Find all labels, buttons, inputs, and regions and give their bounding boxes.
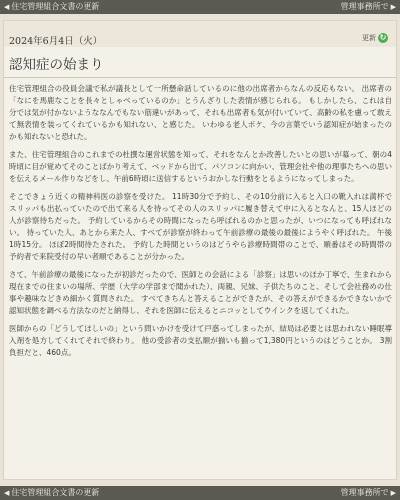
paragraph: 住宅管理組合の役員会議で私が議長として一所懸命話しているのに他の出席者からなんの反応もない。 出席者の「なにを馬鹿なことを長々としゃべっているのか」とうんざりした表情が感じられる。 もしかしたら、これは自分では気が付かないようななんでもない筋違いがあって、それも出席者も気が付いていて、高齢の私を慮って敢えて無表情を装ってくれているかも知れない、と感じた。 いわゆる老人ボケ、今の言葉でいう認知症が始まったのかも知れないと恐れた。 — [9, 84, 392, 141]
next-post-title: 管理事務所で — [340, 488, 389, 497]
update-label: 更新 — [362, 34, 376, 42]
next-post-link[interactable] — [341, 0, 396, 14]
top-nav-bar — [0, 0, 400, 14]
post-date-row — [4, 21, 396, 47]
post-title: 認知症の始まり — [9, 57, 104, 73]
triangle-left-icon: ◀ — [4, 3, 10, 11]
triangle-right-icon: ▶ — [390, 489, 396, 497]
triangle-left-icon: ◀ — [4, 489, 10, 497]
next-post-link-bottom[interactable] — [341, 486, 396, 500]
post-body — [9, 83, 392, 365]
paragraph: また、住宅管理組合のこれまでの杜撰な運営状態を知って、それをなんとか改善したいとの思いが募って、朝の4時頃に目が覚めてそのことばかり考えて、ベッドから出て、パソコンに向かい、管理会社や他の理事たちへの思いを伝えるメール作りなどをし、午前6時頃に送信するというおかしな行動をとるようになってしまった。 — [9, 150, 392, 183]
update-button[interactable] — [362, 33, 388, 43]
prev-post-title: 住宅管理組合文書の更新 — [11, 488, 100, 497]
paragraph: そこできょう近くの精神科医の診察を受けた。 11時30分で予約し、その10分前に入ると入口の靴入れは満杯でスリッパも出払っていたので出て来る人を待ってその人のスリッパに履き替えて中に入るとなんと、15人ほどの人が診察待ちだった。 予約しているからその時間になったら呼ばれるのかと思ったが、いつになっても呼ばれない。 待っていた人、あとから来た人、すべてが診察が終わって午前診療の最後の最後にようやく呼ばれた。 午後1時15分。 ほぼ2時間待たされた。 予約した時間というのはどうやら診療時間帯のことで、順番はその時間帯の予約者で来院受付の早い者順であることが分かった。 — [9, 192, 392, 261]
post-date: 2024年6月4日（火） — [9, 36, 103, 47]
next-post-title: 管理事務所で — [340, 2, 389, 11]
title-divider — [4, 77, 396, 78]
prev-post-title: 住宅管理組合文書の更新 — [11, 2, 100, 11]
paragraph: 医師からの「どうしてほしいの」という問いかけを受けて戸惑ってしまったが、結局は必要とは思われない睡眠導入剤を処方してくれてそれで終わり。 他の受診者の支払額が揃いも揃って1,380円というのはどうことか。 3割負担だと、460点。 — [9, 324, 392, 357]
blog-post — [3, 20, 397, 480]
refresh-icon: ↻ — [379, 33, 387, 42]
prev-post-link-bottom[interactable] — [4, 486, 99, 500]
triangle-right-icon: ▶ — [390, 3, 396, 11]
bottom-nav-bar — [0, 486, 400, 500]
paragraph: さて、午前診療の最後になったが初診だったので、医師との会話による「診察」は思いのほか丁寧で、生まれから現在までの住まいの場所、学歴（大学の学部まで聞かれた）、両親、兄妹、子供たちのこと、そして会社務めの仕事や趣味などきめ細かく質問された。 すべてきちんと答えることができたが、その答えができるかできないかで認知状態を調べる方法なのだと納得し、それを医師に伝えるとニコッとしてウインクを返してくれた。 — [9, 270, 392, 315]
prev-post-link[interactable] — [4, 0, 99, 14]
